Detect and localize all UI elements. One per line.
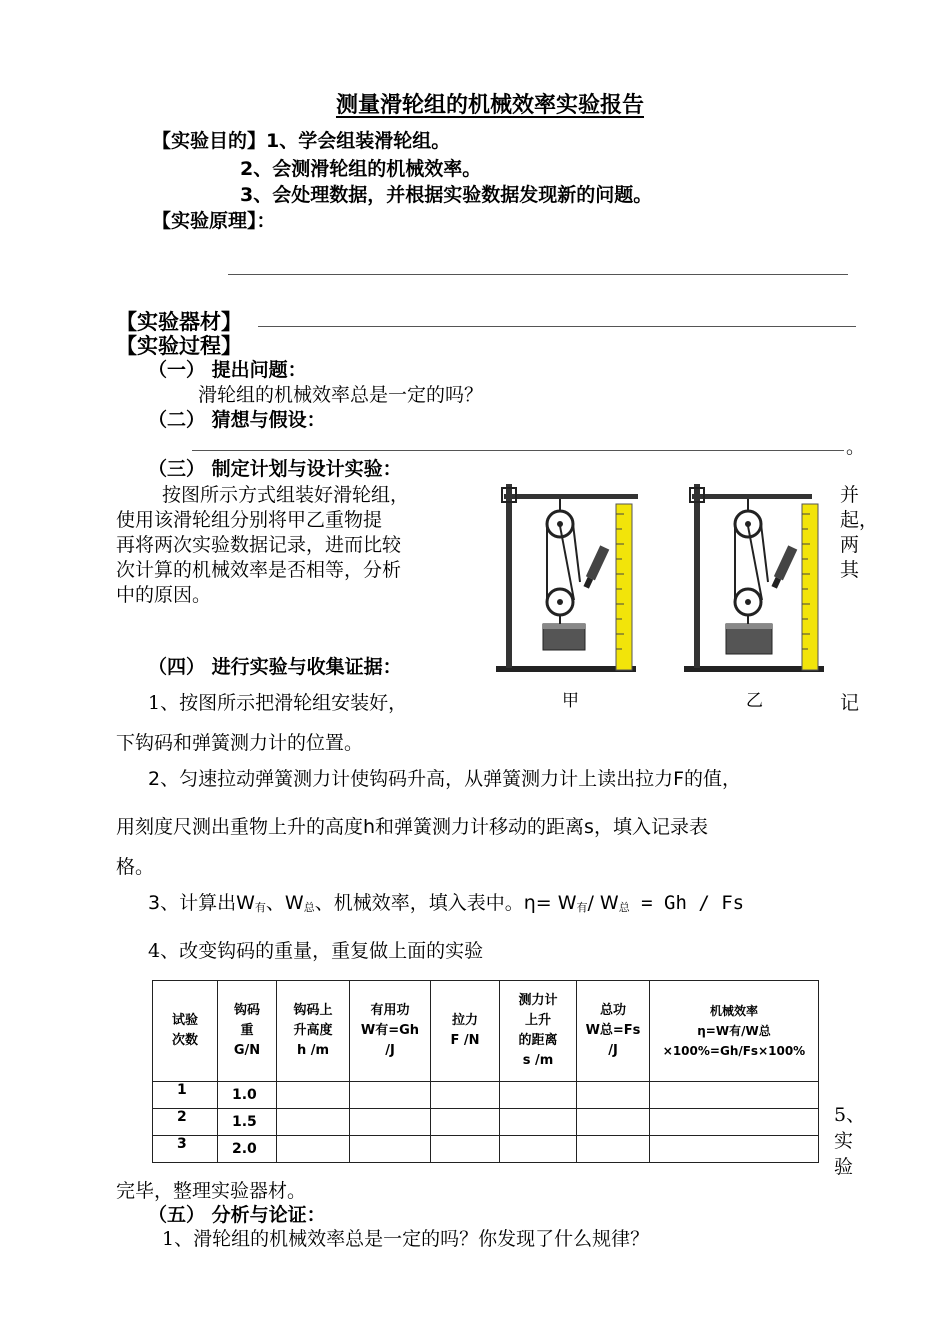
principle-colon: ： bbox=[256, 210, 276, 232]
pulley-figure bbox=[488, 474, 828, 711]
setup-b bbox=[684, 484, 824, 672]
cell-blank[interactable] bbox=[350, 1136, 431, 1163]
cell-blank[interactable] bbox=[500, 1082, 577, 1109]
purpose-section bbox=[152, 126, 450, 153]
step2-blank-line bbox=[192, 450, 844, 451]
step4-item1-b: 下钩码和弹簧测力计的位置。 bbox=[116, 732, 364, 754]
step3-line-3: 再将两次实验数据记录，进而比较 bbox=[116, 534, 402, 556]
cell-blank[interactable] bbox=[650, 1082, 819, 1109]
principle-label: 【实验原理】 bbox=[152, 210, 257, 232]
principle-section bbox=[152, 206, 276, 233]
col-useful-work: 有用功 W有=Gh /J bbox=[350, 981, 431, 1082]
step3-line-2: 使用该滑轮组分别将甲乙重物提 bbox=[116, 509, 383, 531]
col-force: 拉力 F /N bbox=[431, 981, 500, 1082]
item3-sub-2: 总 bbox=[303, 901, 315, 914]
step4-item5-a: 5、 bbox=[834, 1104, 866, 1126]
col-distance: 测力计 上升 的距离 s /m bbox=[500, 981, 577, 1082]
process-label: 【实验过程】 bbox=[116, 334, 242, 358]
cell-blank[interactable] bbox=[500, 1136, 577, 1163]
step5-heading: （五） 分析与论证： bbox=[148, 1204, 326, 1226]
table-row bbox=[153, 1082, 819, 1109]
principle-blank-line bbox=[228, 274, 848, 275]
equipment-label: 【实验器材】 bbox=[116, 310, 242, 334]
step4-item2-a: 2、匀速拉动弹簧测力计使钩码升高，从弹簧测力计上读出拉力F的值， bbox=[148, 768, 742, 790]
table-row bbox=[153, 1109, 819, 1136]
col-total-work: 总功 W总=Fs /J bbox=[577, 981, 650, 1082]
item3-part-1: 3、计算出W bbox=[148, 892, 255, 914]
step3-line-1: 按图所示方式组装好滑轮组， bbox=[162, 484, 410, 506]
step2-end-mark: 。 bbox=[846, 436, 866, 458]
step1-text: 滑轮组的机械效率总是一定的吗？ bbox=[198, 384, 484, 406]
purpose-item-1: 1、学会组装滑轮组。 bbox=[266, 130, 451, 152]
step4-item2-c: 格。 bbox=[116, 856, 155, 878]
step3-right-4: 其 bbox=[840, 559, 860, 581]
step4-item1-end: 记 bbox=[840, 692, 860, 714]
purpose-item-3: 3、会处理数据，并根据实验数据发现新的问题。 bbox=[240, 184, 653, 206]
pulley-diagram bbox=[488, 474, 828, 706]
step3-right-3: 两 bbox=[840, 534, 860, 556]
cell-weight: 1.0 bbox=[218, 1082, 277, 1109]
cell-trial: 3 bbox=[153, 1136, 218, 1163]
cell-blank[interactable] bbox=[431, 1109, 500, 1136]
col-efficiency: 机械效率 η=W有/W总×100%=Gh/Fs×100% bbox=[650, 981, 819, 1082]
step4-item4: 4、改变钩码的重量，重复做上面的实验 bbox=[148, 940, 484, 962]
cell-blank[interactable] bbox=[500, 1109, 577, 1136]
cell-trial: 2 bbox=[153, 1109, 218, 1136]
col-trial: 试验 次数 bbox=[153, 981, 218, 1082]
figure-label-b: 乙 bbox=[746, 691, 763, 711]
cell-blank[interactable] bbox=[350, 1082, 431, 1109]
step4-item5-b: 实 bbox=[834, 1130, 854, 1152]
step4-heading: （四） 进行实验与收集证据： bbox=[148, 656, 402, 678]
step4-item5-c: 验 bbox=[834, 1156, 854, 1178]
table-header-row bbox=[153, 981, 819, 1082]
col-height: 钩码上 升高度 h /m bbox=[277, 981, 350, 1082]
step5-question-1: 1、滑轮组的机械效率总是一定的吗？你发现了什么规律？ bbox=[162, 1228, 650, 1250]
item3-sub-3: 有 bbox=[576, 901, 588, 914]
step4-item2-b: 用刻度尺测出重物上升的高度h和弹簧测力计移动的距离s，填入记录表 bbox=[116, 816, 708, 838]
cell-blank[interactable] bbox=[577, 1082, 650, 1109]
cell-blank[interactable] bbox=[431, 1082, 500, 1109]
page-title: 测量滑轮组的机械效率实验报告 bbox=[335, 93, 644, 118]
step3-right-1: 并 bbox=[840, 484, 860, 506]
step1-heading: （一） 提出问题： bbox=[148, 359, 307, 381]
setup-a bbox=[496, 484, 638, 672]
equipment-blank-line bbox=[258, 326, 856, 327]
item3-part-3: 、机械效率，填入表中。η= W bbox=[314, 892, 577, 914]
cell-trial: 1 bbox=[153, 1082, 218, 1109]
table-row bbox=[153, 1136, 819, 1163]
purpose-item-2: 2、会测滑轮组的机械效率。 bbox=[240, 158, 482, 180]
cell-blank[interactable] bbox=[277, 1136, 350, 1163]
step3-line-5: 中的原因。 bbox=[116, 584, 212, 606]
item3-part-5: = Gh / Fs bbox=[629, 892, 745, 914]
item3-part-4: / W bbox=[587, 892, 619, 914]
cell-blank[interactable] bbox=[350, 1109, 431, 1136]
cell-weight: 2.0 bbox=[218, 1136, 277, 1163]
item3-sub-1: 有 bbox=[254, 901, 266, 914]
purpose-label: 【实验目的】 bbox=[152, 130, 267, 152]
cell-blank[interactable] bbox=[650, 1109, 819, 1136]
step4-item5-d: 完毕，整理实验器材。 bbox=[116, 1180, 307, 1202]
step2-heading: （二） 猜想与假设： bbox=[148, 409, 326, 431]
figure-label-a: 甲 bbox=[562, 691, 579, 711]
step3-heading: （三） 制定计划与设计实验： bbox=[148, 458, 402, 480]
step3-right-2: 起， bbox=[840, 509, 879, 531]
cell-blank[interactable] bbox=[577, 1109, 650, 1136]
item3-part-2: 、W bbox=[265, 892, 304, 914]
col-weight: 钩码 重 G/N bbox=[218, 981, 277, 1082]
cell-blank[interactable] bbox=[650, 1136, 819, 1163]
step3-line-4: 次计算的机械效率是否相等，分析 bbox=[116, 559, 402, 581]
cell-blank[interactable] bbox=[277, 1082, 350, 1109]
item3-sub-4: 总 bbox=[618, 901, 630, 914]
cell-blank[interactable] bbox=[431, 1136, 500, 1163]
record-table bbox=[152, 980, 819, 1163]
cell-blank[interactable] bbox=[577, 1136, 650, 1163]
cell-blank[interactable] bbox=[277, 1109, 350, 1136]
step4-item3 bbox=[148, 888, 744, 915]
step4-item1-a: 1、按图所示把滑轮组安装好， bbox=[148, 692, 408, 714]
cell-weight: 1.5 bbox=[218, 1109, 277, 1136]
